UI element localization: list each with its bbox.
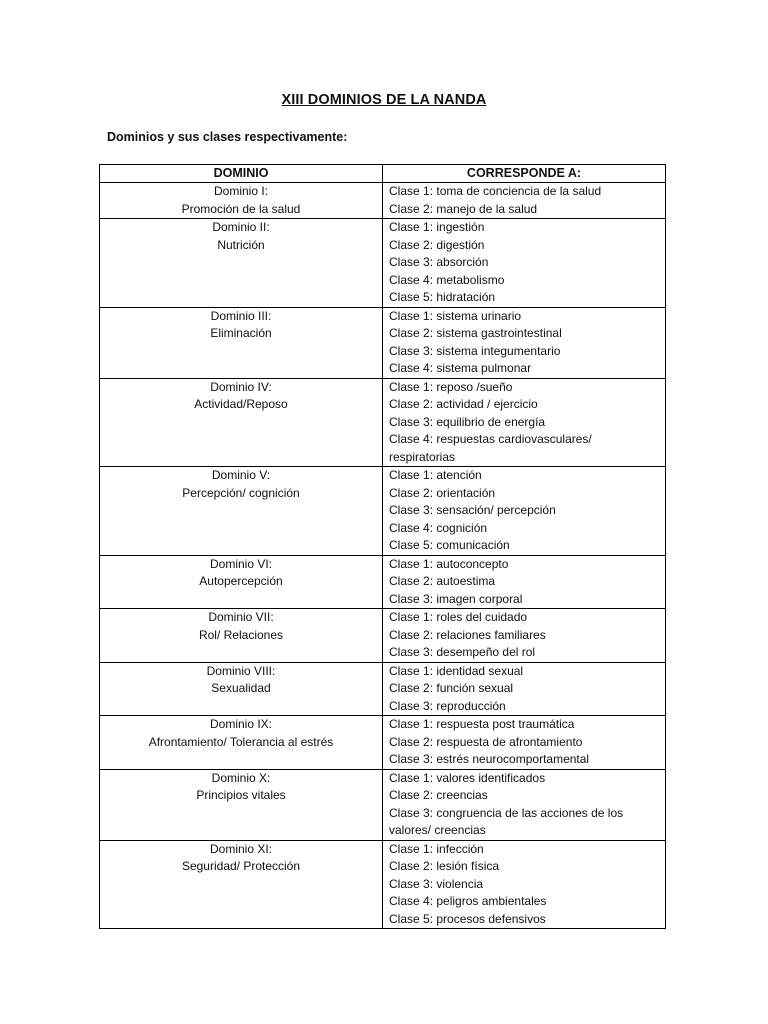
class-item: Clase 5: hidratación	[389, 290, 496, 304]
class-item: Clase 2: relaciones familiares	[389, 627, 546, 642]
domain-number: Dominio I:	[213, 184, 269, 198]
classes-cell	[383, 378, 666, 467]
class-item: Clase 3: imagen corporal	[389, 591, 523, 606]
domain-number: Dominio IX:	[209, 717, 273, 731]
class-item: Clase 4: sistema pulmonar	[389, 361, 532, 375]
domain-name: Sexualidad	[211, 681, 271, 695]
class-item: Clase 3: sensación/ percepción	[389, 503, 556, 517]
table-row	[100, 307, 666, 378]
class-item: Clase 2: creencias	[389, 788, 488, 802]
classes-cell	[383, 467, 666, 556]
domain-name: Nutrición	[217, 237, 265, 252]
domain-cell	[100, 307, 383, 378]
table-header-row	[100, 165, 666, 183]
domain-name: Autopercepción	[199, 574, 283, 588]
domain-name: Actividad/Reposo	[194, 397, 288, 411]
classes-cell	[383, 609, 666, 663]
domain-number: Dominio VIII:	[206, 663, 276, 678]
domain-number: Dominio II:	[212, 220, 270, 234]
table-row	[100, 467, 666, 556]
class-item: Clase 3: estrés neurocomportamental	[389, 752, 590, 766]
table-row	[100, 378, 666, 467]
class-item: Clase 1: roles del cuidado	[389, 610, 528, 624]
domain-number: Dominio VII:	[208, 610, 274, 624]
table-row	[100, 555, 666, 609]
domain-cell	[100, 219, 383, 308]
table-row	[100, 769, 666, 840]
classes-cell	[383, 555, 666, 609]
class-item: Clase 1: identidad sexual	[389, 663, 524, 678]
class-item: Clase 3: equilibrio de energía	[389, 414, 546, 429]
class-item: Clase 3: congruencia de las acciones de los	[389, 805, 624, 820]
class-item: Clase 5: procesos defensivos	[389, 911, 546, 926]
class-item: Clase 1: sistema urinario	[389, 308, 522, 323]
document-title: XIII DOMINIOS DE LA NANDA	[281, 92, 487, 108]
class-item: Clase 3: absorción	[389, 255, 489, 269]
class-item: Clase 2: autoestima	[389, 574, 496, 588]
class-item: Clase 2: orientación	[389, 485, 496, 500]
domain-cell	[100, 716, 383, 770]
domain-number: Dominio X:	[211, 770, 271, 785]
classes-cell	[383, 716, 666, 770]
table-row	[100, 840, 666, 929]
class-item: Clase 1: atención	[389, 468, 482, 482]
document-subtitle: Dominios y sus clases respectivamente:	[107, 130, 348, 144]
domain-name: Eliminación	[210, 326, 272, 340]
table-row	[100, 609, 666, 663]
classes-cell	[383, 307, 666, 378]
domain-cell	[100, 378, 383, 467]
class-item: Clase 1: autoconcepto	[389, 556, 509, 571]
domain-name: Principios vitales	[196, 788, 286, 802]
class-item: Clase 2: digestión	[389, 237, 485, 252]
class-item: Clase 1: reposo /sueño	[389, 379, 513, 394]
domain-cell	[100, 609, 383, 663]
table-body	[100, 183, 666, 929]
class-item: Clase 3: reproducción	[389, 698, 506, 713]
class-item: Clase 2: función sexual	[389, 681, 514, 695]
table-row	[100, 716, 666, 770]
domain-number: Dominio IV:	[210, 379, 272, 394]
class-item: Clase 4: respuestas cardiovasculares/	[389, 432, 592, 446]
class-item: Clase 1: valores identificados	[389, 770, 546, 785]
domain-name: Seguridad/ Protección	[181, 859, 301, 873]
domain-cell	[100, 555, 383, 609]
classes-cell	[383, 840, 666, 929]
domain-name: Promoción de la salud	[181, 201, 301, 216]
class-item: Clase 3: desempeño del rol	[389, 645, 536, 659]
domain-number: Dominio V:	[211, 468, 271, 482]
domain-cell	[100, 769, 383, 840]
table-row	[100, 183, 666, 219]
domain-number: Dominio III:	[210, 308, 272, 323]
class-item: Clase 1: respuesta post traumática	[389, 717, 575, 731]
class-item: Clase 5: comunicación	[389, 538, 510, 552]
class-item: Clase 1: ingestión	[389, 220, 485, 234]
class-item: Clase 1: infección	[389, 841, 484, 856]
domain-cell	[100, 840, 383, 929]
class-item: Clase 4: cognición	[389, 520, 488, 535]
class-item: Clase 3: sistema integumentario	[389, 343, 561, 358]
table-row	[100, 662, 666, 716]
classes-cell	[383, 219, 666, 308]
class-item: Clase 2: lesión física	[389, 859, 500, 873]
domain-name: Percepción/ cognición	[182, 485, 300, 500]
class-item: Clase 3: violencia	[389, 876, 484, 891]
class-item: Clase 2: sistema gastrointestinal	[389, 326, 562, 340]
classes-cell	[383, 183, 666, 219]
domains-table	[99, 164, 666, 929]
table-row	[100, 219, 666, 308]
domain-cell	[100, 183, 383, 219]
domain-cell	[100, 467, 383, 556]
class-item: Clase 1: toma de conciencia de la salud	[389, 184, 602, 198]
class-item: Clase 2: actividad / ejercicio	[389, 397, 538, 411]
domain-name: Afrontamiento/ Tolerancia al estrés	[148, 734, 334, 749]
class-item: Clase 2: respuesta de afrontamiento	[389, 734, 583, 749]
domain-cell	[100, 662, 383, 716]
class-item: valores/ creencias	[389, 823, 486, 837]
domain-number: Dominio VI:	[209, 556, 273, 571]
domain-number: Dominio XI:	[209, 841, 273, 856]
class-item: Clase 2: manejo de la salud	[389, 201, 538, 216]
class-item: Clase 4: metabolismo	[389, 272, 505, 287]
classes-cell	[383, 662, 666, 716]
class-item: Clase 4: peligros ambientales	[389, 894, 547, 908]
domain-name: Rol/ Relaciones	[198, 627, 284, 642]
classes-cell	[383, 769, 666, 840]
class-item: respiratorias	[389, 449, 456, 464]
header-corresponde: CORRESPONDE A:	[383, 165, 666, 183]
header-dominio: DOMINIO	[100, 165, 383, 183]
